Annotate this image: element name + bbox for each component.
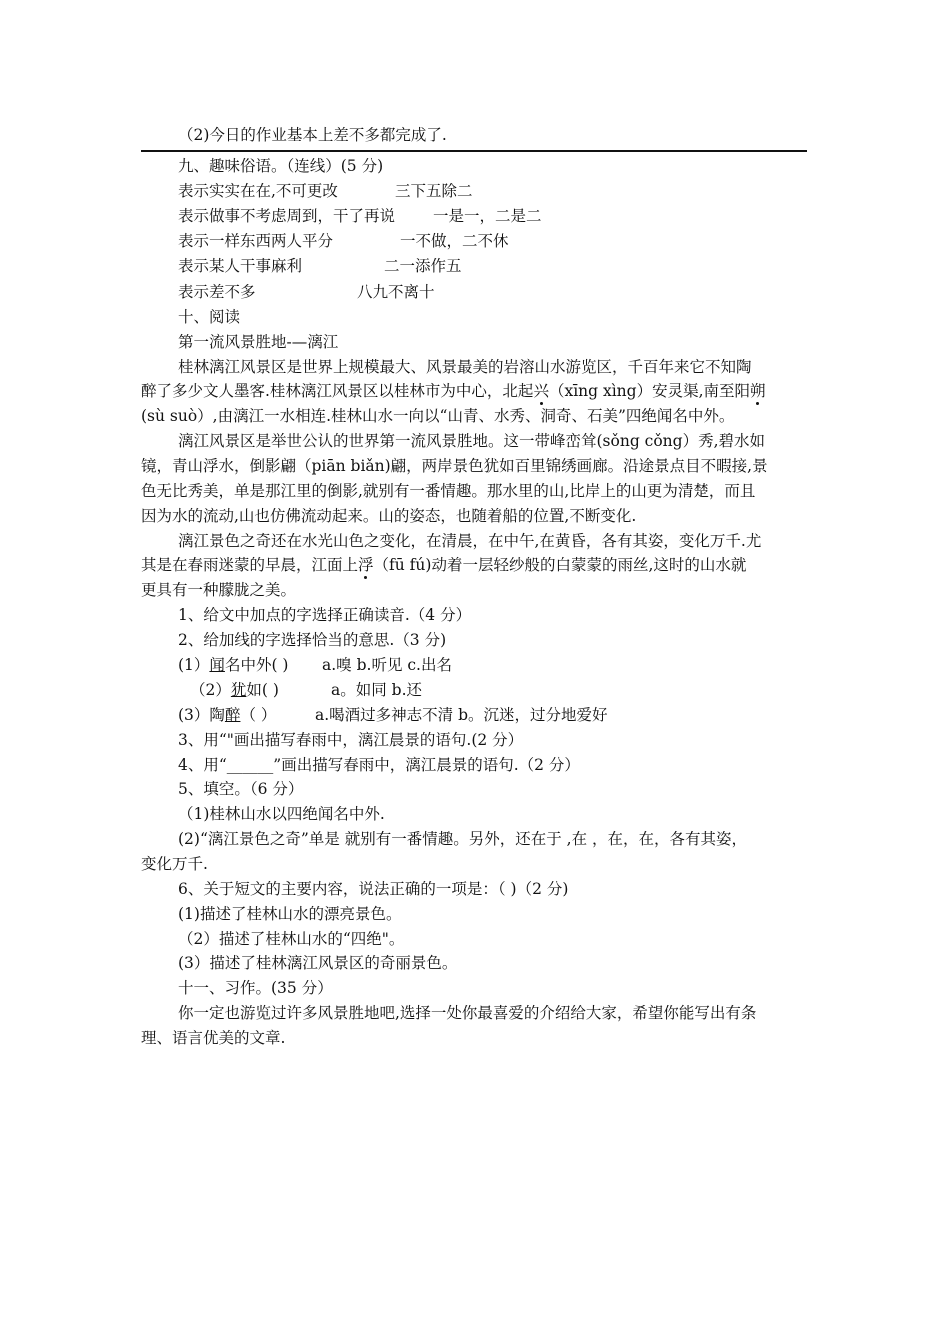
p2-line4: 因为水的流动,山也仿佛流动起来。山的姿态，也随着船的位置,不断变化. xyxy=(141,507,637,525)
p1-line2: 醉了多少文人墨客.桂林漓江风景区以桂林市为中心，北起兴（xīng xìng）安灵渠,南至阳朔 xyxy=(141,382,766,400)
question-2-item-3-options: a.喝酒过多神志不清 b。沉迷，过分地爱好 xyxy=(315,706,608,724)
top-line: （2)今日的作业基本上差不多都完成了. xyxy=(178,126,447,144)
idiom-row-2-right: 一是一，二是二 xyxy=(433,207,542,225)
idiom-row-1-left: 表示实实在在,不可更改 xyxy=(178,182,338,200)
question-5-item-1: （1)桂林山水以四绝闻名中外. xyxy=(178,805,385,823)
question-2: 2、给加线的字选择恰当的意思.（3 分) xyxy=(178,631,447,649)
question-2-item-2-options: a。如同 b.还 xyxy=(331,681,423,699)
p3-line3: 更具有一种朦胧之美。 xyxy=(141,581,297,599)
idiom-row-5-right: 八九不离十 xyxy=(357,283,435,301)
question-2-item-2: （2）犹如( ) xyxy=(190,681,279,699)
idiom-row-5-left: 表示差不多 xyxy=(178,283,256,301)
article-title: 第一流风景胜地-—漓江 xyxy=(178,333,339,351)
question-2-item-3: (3）陶醉（ ） xyxy=(178,706,277,724)
section10-title: 十、阅读 xyxy=(178,308,241,326)
section11-title: 十一、习作。(35 分） xyxy=(178,979,333,997)
essay-prompt-line2: 理、语言优美的文章. xyxy=(141,1029,286,1047)
idiom-row-4-right: 二一添作五 xyxy=(384,257,462,275)
question-6-option-2: （2）描述了桂林山水的“四绝"。 xyxy=(178,930,405,948)
idiom-row-3-right: 一不做，二不休 xyxy=(400,232,509,250)
question-6-option-1: (1)描述了桂林山水的漂亮景色。 xyxy=(178,905,402,923)
p2-line1: 漓江风景区是举世公认的世界第一流风景胜地。这一带峰峦耸(sǒng cǒng）秀,碧水如 xyxy=(178,432,766,450)
question-1: 1、给文中加点的字选择正确读音.（4 分） xyxy=(178,606,472,624)
dotted-char: 浮 xyxy=(358,556,374,574)
p3-line2: 其是在春雨迷蒙的早晨，江面上浮（fū fú)动着一层轻纱般的白蒙蒙的雨丝,这时的山水就 xyxy=(141,556,747,574)
question-6: 6、关于短文的主要内容，说法正确的一项是：（ )（2 分) xyxy=(178,880,569,898)
question-5-item-2: (2)“漓江景色之奇”单是 就别有一番情趣。另外，还在于 ,在 ，在，在，各有其姿， xyxy=(178,830,748,848)
p2-line2: 镜，青山浮水，倒影翩（piān biǎn)翩，两岸景色犹如百里锦绣画廊。沿途景点目不暇接,景 xyxy=(141,457,768,475)
question-5-item-2-cont: 变化万千. xyxy=(141,855,208,873)
p1-line3: (sù suò）,由漓江一水相连.桂林山水一向以“山青、水秀、洞奇、石美”四绝闻名中外。 xyxy=(141,407,735,425)
question-5: 5、填空。（6 分） xyxy=(178,780,304,798)
question-2-item-1-options: a.嗅 b.听见 c.出名 xyxy=(322,656,452,674)
dotted-char: 兴 xyxy=(533,382,549,400)
dotted-char: 朔 xyxy=(750,382,766,400)
question-2-item-1: (1）闻名中外( ) xyxy=(178,656,289,674)
question-3: 3、用“"画出描写春雨中，漓江晨景的语句.(2 分） xyxy=(178,731,524,749)
essay-prompt-line1: 你一定也游览过许多风景胜地吧,选择一处你最喜爱的介绍给大家，希望你能写出有条 xyxy=(178,1004,757,1022)
question-6-option-3: (3）描述了桂林漓江风景区的奇丽景色。 xyxy=(178,954,458,972)
idiom-row-3-left: 表示一样东西两人平分 xyxy=(178,232,334,250)
idiom-row-1-right: 三下五除二 xyxy=(395,182,473,200)
section9-title: 九、趣味俗语。（连线）(5 分) xyxy=(178,157,384,175)
idiom-row-4-left: 表示某人干事麻利 xyxy=(178,257,303,275)
p1-line1: 桂林漓江风景区是世界上规模最大、风景最美的岩溶山水游览区，千百年来它不知陶 xyxy=(178,358,752,376)
idiom-row-2-left: 表示做事不考虑周到，干了再说 xyxy=(178,207,396,225)
question-4: 4、用“______”画出描写春雨中，漓江晨景的语句.（2 分） xyxy=(178,756,580,774)
p3-line1: 漓江景色之奇还在水光山色之变化，在清晨，在中午,在黄昏，各有其姿，变化万千.尤 xyxy=(178,532,762,550)
header-rule xyxy=(141,150,807,152)
p2-line3: 色无比秀美，单是那江里的倒影,就别有一番情趣。那水里的山,比岸上的山更为清楚，而且 xyxy=(141,482,756,500)
